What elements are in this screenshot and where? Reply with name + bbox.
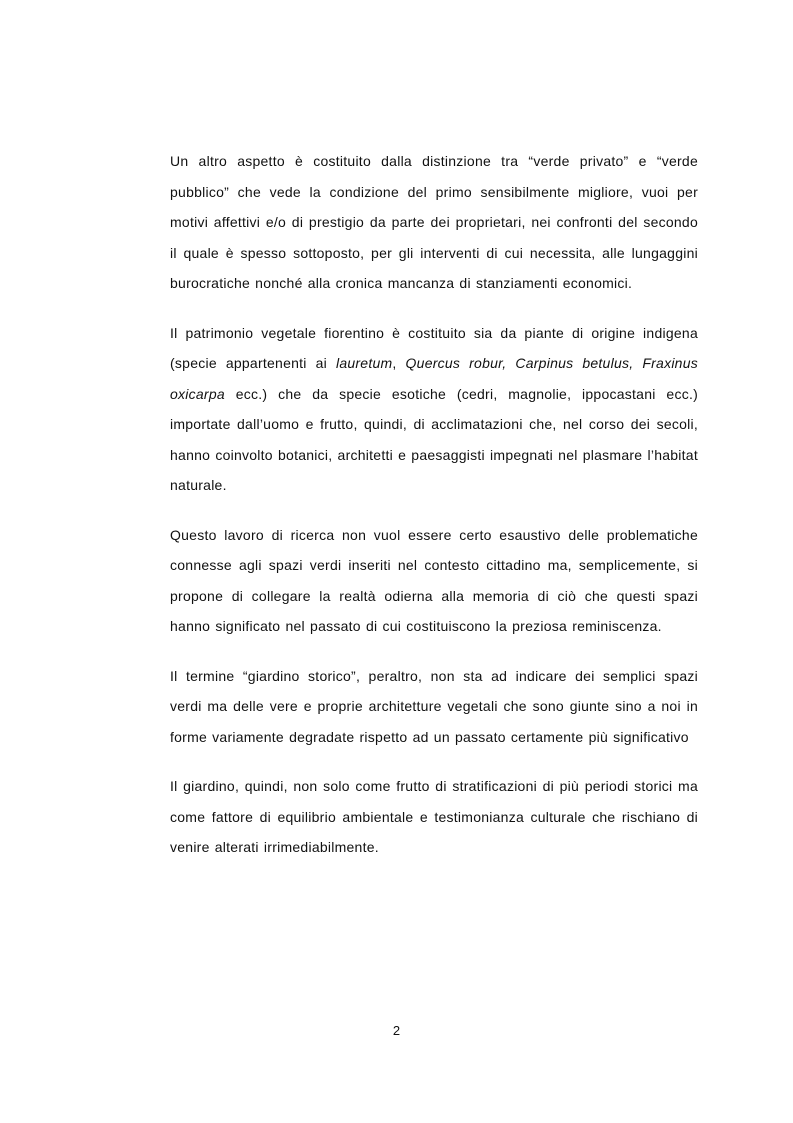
paragraph-5	[170, 771, 698, 863]
paragraph-1	[170, 146, 698, 299]
page-number: 2	[392, 1023, 401, 1038]
paragraph-2-text: Il patrimonio vegetale fiorentino è costituito sia da piante di origine indigena (specie appartenenti ai	[170, 324, 698, 371]
paragraph-3-text: Questo lavoro di ricerca non vuol essere certo esaustivo delle problematiche connesse agli spazi verdi inseriti nel contesto cittadino ma, semplicemente, si propone di collegare la realtà odierna alla memoria di ciò che questi spazi hanno significato nel passato di cui costituiscono la preziosa reminiscenza.	[170, 526, 698, 634]
paragraph-1-text: Un altro aspetto è costituito dalla distinzione tra “verde privato” e “verde pubblico” che vede la condizione del primo sensibilmente migliore, vuoi per motivi affettivi e/o di prestigio da parte dei proprietari, nei confronti del secondo il quale è spesso sottoposto, per gli interventi di cui necessita, alle lungaggini burocratiche nonché alla cronica mancanza di stanziamenti economici.	[170, 153, 698, 291]
species-list: Quercus robur, Carpinus betulus, Fraxinus oxicarpa	[170, 355, 698, 402]
body-text	[170, 146, 698, 882]
paragraph-2-comma: ,	[392, 355, 406, 371]
paragraph-2-text-end: ecc.) che da specie esotiche (cedri, magnolie, ippocastani ecc.) importate dall’uomo e frutto, quindi, di acclimatazioni che, nel corso dei secoli, hanno coinvolto botanici, architetti e paesaggisti impegnati nel plasmare l’habitat naturale.	[170, 385, 698, 493]
paragraph-2	[170, 318, 698, 501]
paragraph-4	[170, 661, 698, 753]
species-lauretum: lauretum	[335, 355, 393, 371]
paragraph-4-text: Il termine “giardino storico”, peraltro, non sta ad indicare dei semplici spazi verdi ma delle vere e proprie architetture vegetali che sono giunte sino a noi in forme variamente degradate rispetto ad un passato certamente più significativo	[170, 667, 698, 745]
paragraph-3	[170, 520, 698, 642]
paragraph-5-text: Il giardino, quindi, non solo come frutto di stratificazioni di più periodi storici ma come fattore di equilibrio ambientale e testimonianza culturale che rischiano di venire alterati irrimediabilmente.	[170, 778, 698, 855]
